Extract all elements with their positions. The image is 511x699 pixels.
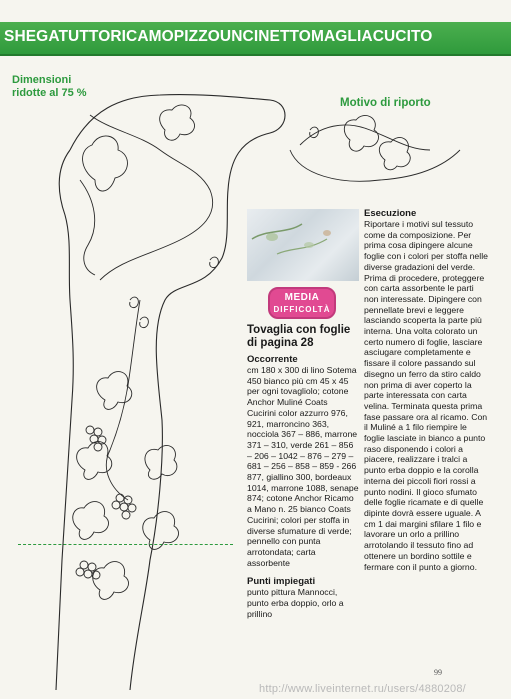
- leaf-1: [83, 136, 128, 191]
- badge-line2: DIFFICOLTÀ: [273, 305, 331, 314]
- leaf-2: [160, 105, 195, 140]
- pattern-border-inner: [56, 150, 73, 690]
- vine-lower: [106, 300, 140, 500]
- dimensions-label-line1: Dimensioni: [12, 74, 72, 86]
- leaf-8: [93, 562, 129, 600]
- page-number: 99: [434, 668, 442, 677]
- occorrente-heading: Occorrente: [247, 354, 298, 365]
- materials-column: [247, 354, 359, 619]
- article-title: Tovaglia con foglie di pagina 28: [247, 324, 351, 349]
- tendril-3: [210, 257, 219, 268]
- dashed-fold-line: [18, 544, 233, 545]
- leaf-3: [97, 372, 132, 410]
- vine-main: [90, 115, 213, 280]
- tablecloth-photo: [247, 209, 359, 281]
- punti-heading: Punti impiegati: [247, 576, 316, 588]
- esecuzione-text: Riportare i motivi sul tessuto come da composizione. Per prima cosa dipingere alcune foglie con i colori per stoffa nelle diverse gradazioni del verde. Prima di procedere, proteggere con carta assorbente le parti non interessate. Dipingere con pennellate brevi e leggere lasciando scoperta la parte più interna. Una volta colorato un certo numero di foglie, lasciare asciugare completamente e fissare il colore passando sul disegno un ferro da stiro caldo non prima di aver coperto la parte interessata con carta velina. Terminata questa prima fase passare ora al ricamo. Con il Muliné a 1 filo riempire le foglie lasciate in bianco a punto raso disponendo i colori a piacere, realizzare i tralci a punto erba doppio e la corolla interna dei piccoli fiori rossi a punto nodini. Il gioco sfumato delle foglie ricamate e di quelle dipinte dovrà essere uguale. A cm 1 dai margini sfilare 1 filo e lavorare un orlo a prillino arrotolando il tessuto fino ad ottenere un bordino sottile e fermare con il punto a giorno.: [364, 219, 488, 572]
- grape-cluster-2: [112, 494, 136, 519]
- dimensions-label-line2: ridotte al 75 %: [12, 87, 87, 99]
- motif-outline: [290, 150, 460, 181]
- motif-label: Motivo di riporto: [340, 97, 431, 109]
- tendril-1: [130, 297, 139, 308]
- punti-text: punto pittura Mannocci, punto erba doppio, orlo a prillino: [247, 587, 344, 619]
- tendril-2: [140, 317, 149, 328]
- motif-leaf-1: [344, 115, 378, 151]
- difficulty-badge: [268, 287, 336, 319]
- esecuzione-heading: Esecuzione: [364, 208, 417, 219]
- source-watermark: http://www.liveinternet.ru/users/4880208/: [259, 683, 466, 695]
- header-title: SHEGATUTTORICAMOPIZZOUNCINETTOMAGLIACUCITO: [4, 28, 433, 45]
- motif-leaf-2: [379, 137, 410, 169]
- vine-left: [80, 180, 95, 275]
- occorrente-text: cm 180 x 300 di lino Sotema 450 bianco più cm 45 x 45 per ogni tovagliolo; cotone Anchor Muliné Coats Cucirini color azzurro 976, 921, marroncino 363, nocciola 367 – 886, marrone 371 – 310, verde 261 – 856 – 206 – 1042 – 876 – 279 – 681 – 256 – 858 – 859 - 266 877, giallino 300, bordeaux 1014, marrone 1088, senape 874; cotone Anchor Ricamo a Mano n. 25 bianco Coats Cucirini; colori per stoffa in diverse sfumature di verde; pennello con punta arrotondata; carta assorbente: [247, 365, 359, 568]
- instructions-column: [364, 208, 488, 572]
- leaf-6: [73, 502, 109, 540]
- badge-line1: MEDIA: [284, 292, 320, 303]
